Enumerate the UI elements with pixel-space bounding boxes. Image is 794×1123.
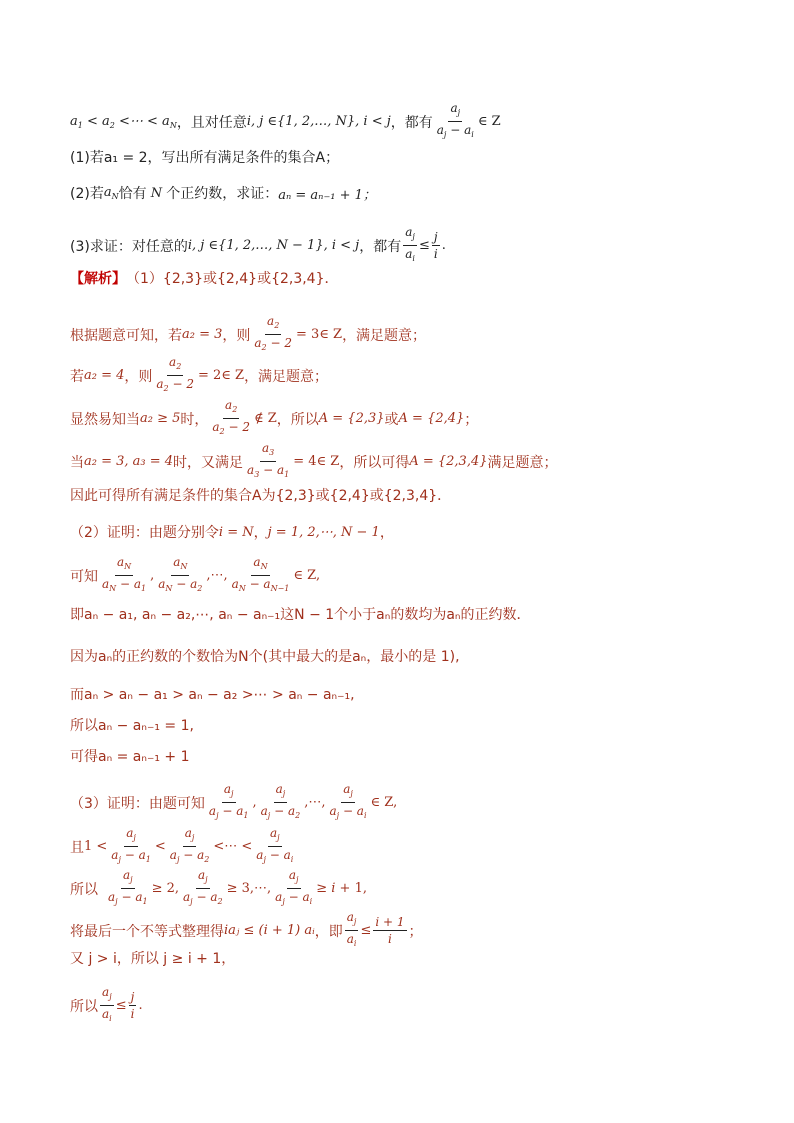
l4d: = 4∈ Z [293, 454, 340, 469]
p3e: 将最后一个不等式整理得 [70, 923, 224, 940]
p2g: ∈ Z, [293, 568, 321, 583]
sol-p2-line-2: 可知 $\frac{a_N}{a_N - a_1}$ , $\frac{a_N}{a_N - a_2}$ ,⋯, $\frac{a_N}{a_N - a_{N-1}}$ ∈ Z, [70, 555, 320, 596]
intro-sequence: $a_1 < a_2$ <⋯ < $a_N$ [70, 113, 177, 130]
p3-frac-3: $\frac{a_j}{a_j - a_i}$ [329, 782, 367, 820]
q3-pre: (3)求证：对任意的 [70, 238, 188, 255]
p2-frac-2: $\frac{a_N}{a_N - a_2}$ [158, 555, 203, 593]
l4c: 时，又满足 [173, 454, 244, 471]
q2-pre: (2)若 [70, 186, 104, 202]
p2a: （2）证明：由题分别令 [70, 525, 219, 541]
l5: 因此可得所有满足条件的集合A为{2,3}或{2,4}或{2,3,4}． [70, 488, 452, 504]
p3d: 所以 [70, 881, 98, 898]
q1-text: (1)若a₁ = 2，写出所有满足条件的集合A； [70, 150, 340, 166]
l2e: ，满足题意； [244, 368, 329, 385]
sol-p2-line-3 [70, 604, 530, 624]
l3-fraction: $\frac{a_2}{a_2 - 2}$ [212, 398, 250, 436]
l2d: = 2∈ Z [197, 368, 245, 383]
sol-line-2 [70, 355, 328, 396]
p3a: （3）证明：由题可知 [70, 795, 205, 812]
q2-mid: 恰有 [118, 186, 147, 202]
q2-text: 个正约数，求证： [166, 186, 279, 202]
intro-set: i, j ∈{1, 2,…, N}, i < j [246, 114, 391, 129]
p2i: 因为aₙ的正约数的个数恰为N个(其中最大的是aₙ，最小的是 1), [70, 649, 460, 665]
sol-p3-line-1: （3）证明：由题可知 $\frac{a_j}{a_j - a_1}$ , $\frac{a_j}{a_j - a_2}$ ,⋯, $\frac{a_j}{a_j - a_i}$ ∈ Z, [70, 782, 397, 823]
l3d: ∉ Z [253, 411, 277, 426]
l2c: ，则 [124, 368, 153, 385]
l2a: 若 [70, 368, 84, 385]
l3h: A = {2,4} [398, 411, 465, 426]
sol-line-1 [70, 314, 426, 355]
q3-fraction-a: $\frac{a_j}{a_i}$ [405, 225, 415, 263]
sol-p3-line-5 [70, 948, 235, 968]
p3-final-frac-a: $\frac{a_j}{a_i}$ [102, 985, 112, 1023]
p3b: ∈ Z, [370, 795, 398, 810]
l3i: ； [464, 411, 479, 428]
sol-p2-line-6 [70, 715, 194, 735]
p3h: ； [408, 923, 423, 940]
s1-text: （1）{2,3}或{2,4}或{2,3,4}． [126, 271, 339, 287]
l2b: a₂ = 4 [84, 368, 125, 383]
l4b: a₂ = 3, a₃ = 4 [84, 454, 174, 469]
intro-in: ∈ Z [477, 114, 501, 129]
p3-ge-frac-2: $\frac{a_j}{a_j - a_2}$ [183, 868, 223, 906]
sol-p3-line-3: 所以 $\frac{a_j}{a_j - a_1}$ ≥ 2, $\frac{a_j}{a_j - a_2}$ ≥ 3,⋯, $\frac{a_j}{a_j - a_i}$ ≥ i + 1, [70, 868, 367, 909]
l4g: 满足题意； [487, 454, 558, 471]
p2d: j = 1, 2,⋯, N − 1 [267, 524, 380, 540]
sol-p3-line-2: 且 1 < $\frac{a_j}{a_j - a_1}$ < $\frac{a_j}{a_j - a_2}$ <⋯ < $\frac{a_j}{a_j - a_i}$ [70, 826, 297, 867]
sol-p2-line-1 [70, 522, 394, 542]
question-3: (3)求证：对任意的 i, j ∈{1, 2,…, N − 1}, i < j ，都有 $\frac{a_j}{a_i}$ ≤ $\frac{j}{i}$ . [70, 225, 446, 266]
sol-p3-line-4: 将最后一个不等式整理得 iaⱼ ≤ (i + 1) aᵢ ，即 $\frac{a_j}{a_i}$ ≤ $\frac{i + 1}{i}$ ； [70, 910, 423, 951]
p2h: 即aₙ − a₁, aₙ − a₂,⋯, aₙ − aₙ₋₁这N − 1个小于aₙ的数均为aₙ的正约数． [70, 607, 531, 623]
p3i: 又 j > i，所以 j ≥ i + 1， [70, 951, 236, 967]
l3a: 显然易知当 [70, 411, 140, 428]
sol-line-4 [70, 441, 558, 482]
l4e: ，所以可得 [339, 454, 410, 471]
p2c: ， [253, 525, 268, 541]
intro-mid: ，且对任意 [176, 114, 247, 131]
l3f: A = {2,3} [318, 411, 385, 426]
p3-final-frac-j: $\frac{j}{i}$ [130, 990, 135, 1021]
l1-fraction: $\frac{a_2}{a_2 - 2}$ [254, 314, 292, 352]
p2-frac-1: $\frac{a_N}{a_N - a_1}$ [102, 555, 147, 593]
q3-end: ，都有 [359, 238, 402, 255]
sol-p3-line-6: 所以 $\frac{a_j}{a_i}$ ≤ $\frac{j}{i}$ . [70, 985, 143, 1026]
sol-p2-line-4 [70, 646, 460, 666]
question-2 [70, 183, 376, 203]
p3-ineq-frac-2: $\frac{a_j}{a_j - a_2}$ [169, 826, 210, 864]
intro-fraction: $\frac{a_j}{a_j - a_i}$ [436, 101, 474, 139]
p3-frac-2: $\frac{a_j}{a_j - a_2}$ [260, 782, 301, 820]
p2b: i = N [218, 524, 254, 540]
p2-frac-3: $\frac{a_N}{a_N - a_{N-1}}$ [231, 555, 290, 593]
l4f: A = {2,3,4} [409, 454, 488, 469]
p3c: 且 [70, 839, 84, 856]
p3k: . [138, 998, 143, 1013]
l4a: 当 [70, 454, 84, 471]
l1b: a₂ = 3 [182, 327, 223, 342]
q2-n: N [146, 185, 167, 201]
q3-fraction-j: $\frac{j}{i}$ [433, 230, 438, 261]
problem-intro [70, 101, 501, 142]
p3-result-frac-a: $\frac{a_j}{a_i}$ [346, 910, 357, 948]
p3-ge-frac-1: $\frac{a_j}{a_j - a_1}$ [108, 868, 148, 906]
p3-result-frac-i: $\frac{i + 1}{i}$ [375, 915, 405, 946]
sol-line-3 [70, 398, 478, 439]
l1c: ，则 [222, 327, 251, 344]
p2e: ， [379, 525, 394, 541]
q2-eq: aₙ = aₙ₋₁ + 1； [278, 187, 376, 203]
l2-fraction: $\frac{a_2}{a_2 - 2}$ [156, 355, 194, 393]
sol-p2-line-5 [70, 684, 355, 704]
solution-part1-answer [70, 268, 339, 288]
q3-set: i, j ∈{1, 2,…, N − 1}, i < j [187, 238, 360, 253]
p3-ge-frac-3: $\frac{a_j}{a_j - a_i}$ [275, 868, 313, 906]
p3-frac-1: $\frac{a_j}{a_j - a_1}$ [208, 782, 249, 820]
intro-end: ，都有 [390, 114, 433, 131]
l4-fraction: $\frac{a_3}{a_3 - a_1}$ [247, 441, 290, 479]
p3-ineq-frac-1: $\frac{a_j}{a_j - a_1}$ [111, 826, 151, 864]
l1a: 根据题意可知，若 [70, 327, 182, 344]
p3j: 所以 [70, 998, 98, 1015]
l3c: 时， [180, 411, 209, 428]
question-1 [70, 147, 339, 167]
l3b: a₂ ≥ 5 [140, 411, 181, 426]
l1e: ，满足题意； [342, 327, 427, 344]
sol-line-5 [70, 485, 451, 505]
l1d: = 3∈ Z [295, 327, 343, 342]
p3-ineq-frac-3: $\frac{a_j}{a_j - a_i}$ [256, 826, 294, 864]
p2k: 所以aₙ − aₙ₋₁ = 1, [70, 718, 194, 734]
p2f: 可知 [70, 568, 98, 585]
p3f: iaⱼ ≤ (i + 1) aᵢ [224, 923, 315, 938]
solution-tag: 【解析】 [70, 271, 126, 287]
p3g: ，即 [314, 923, 343, 940]
p2l: 可得aₙ = aₙ₋₁ + 1 [70, 749, 190, 765]
l3g: 或 [384, 411, 399, 428]
q2-an: $a_N$ [103, 185, 119, 201]
l3e: ，所以 [276, 411, 319, 428]
sol-p2-line-7 [70, 746, 190, 766]
p2j: 而aₙ > aₙ − a₁ > aₙ − a₂ >⋯ > aₙ − aₙ₋₁, [70, 687, 355, 703]
